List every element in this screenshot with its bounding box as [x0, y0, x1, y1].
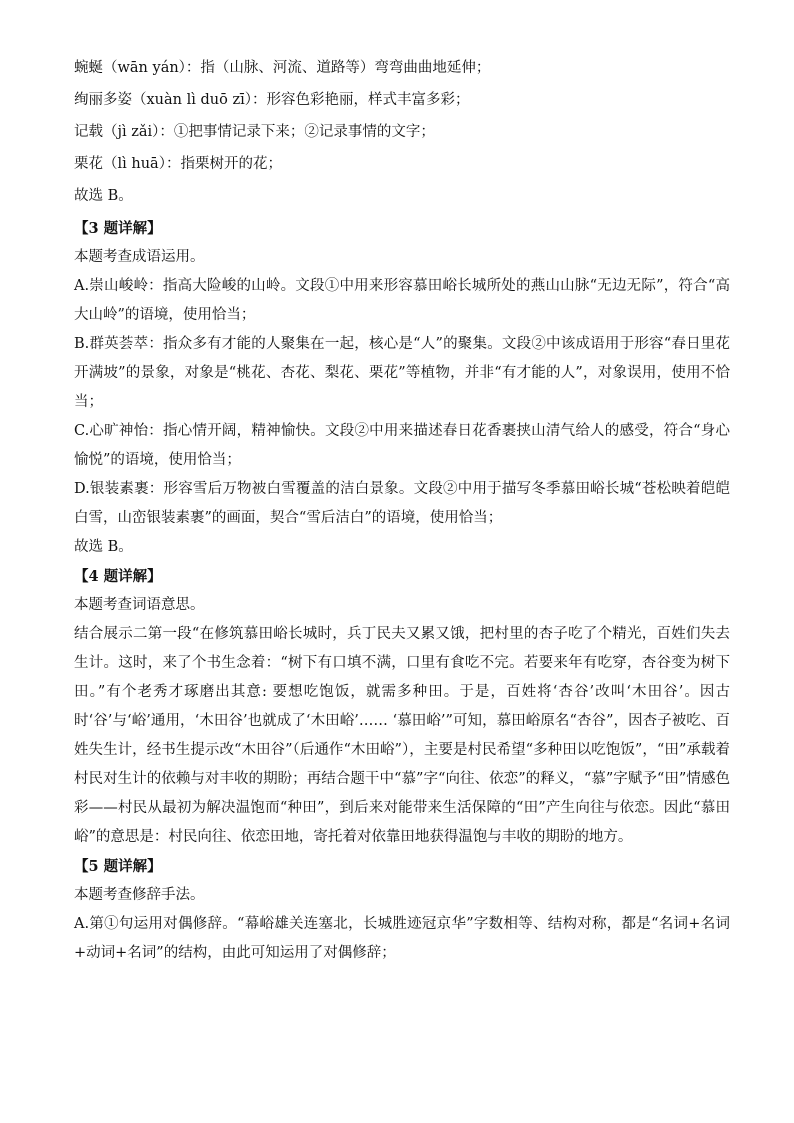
q3-option-c: C.心旷神怡：指心情开阔，精神愉快。文段②中用来描述春日花香裹挟山清气给人的感受，符合“身心愉悦”的语境，使用恰当； — [74, 423, 730, 468]
q5-section — [74, 852, 730, 968]
glossary-block — [74, 58, 730, 206]
document-page — [74, 58, 730, 968]
q4-intro: 本题考查词语意思。 — [74, 597, 205, 613]
q5-option-a: A.第①句运用对偶修辞。“幕峪雄关连塞北，长城胜迹冠京华”字数相等、结构对称，都是“名词+名词+动词+名词”的结构，由此可知运用了对偶修辞； — [74, 916, 730, 961]
q3-option-d: D.银装素裹：形容雪后万物被白雪覆盖的洁白景象。文段②中用于描写冬季慕田峪长城“苍松映着皑皑白雪，山峦银装素裹”的画面，契合“雪后洁白”的语境，使用恰当； — [74, 481, 730, 526]
glossary-answer: 故选 B。 — [74, 188, 133, 204]
q3-header: 【3 题详解】 — [74, 220, 162, 237]
q3-intro: 本题考查成语运用。 — [74, 249, 205, 265]
glossary-entry-xuanliduozi: 绚丽多姿（xuàn lì duō zī）：形容色彩艳丽，样式丰富多彩； — [74, 92, 470, 108]
q5-intro: 本题考查修辞手法。 — [74, 887, 205, 903]
q3-section — [74, 214, 730, 562]
q3-answer: 故选 B。 — [74, 539, 133, 555]
q3-option-b: B.群英荟萃：指众多有才能的人聚集在一起，核心是“人”的聚集。文段②中该成语用于形容“春日里花开满坡”的景象，对象是“桃花、杏花、梨花、栗花”等植物，并非“有才能的人”，对象误用，使用不恰当； — [74, 336, 730, 410]
q4-header: 【4 题详解】 — [74, 568, 162, 585]
q4-section — [74, 562, 730, 852]
glossary-entry-lihua: 栗花（lì huā）：指栗树开的花； — [74, 156, 282, 172]
glossary-entry-wanyan: 蜿蜒（wān yán）：指（山脉、河流、道路等）弯弯曲曲地延伸； — [74, 60, 491, 76]
q4-body: 结合展示二第一段“在修筑慕田峪长城时，兵丁民夫又累又饿，把村里的杏子吃了个精光，百姓们失去生计。这时，来了个书生念着：“树下有口填不满，口里有食吃不完。若要来年有吃穿，杏谷变为树下田。”有个老秀才琢磨出其意: 要想吃饱饭，就需多种田。于是，百姓将‘杏谷’改叫‘木田谷’。因古时‘谷’与‘峪’通用，‘木田谷’也就成了‘木田峪’…… ‘慕田峪’”可知，慕田峪原名“杏谷”，因杏子被吃、百姓失生计，经书生提示改“木田谷”（后通作“木田峪”），主要是村民希望“多种田以吃饱饭”，“田”承载着村民对生计的依赖与对丰收的期盼；再结合题干中“慕”字“向往、依恋”的释义，“慕”字赋予“田”情感色彩——村民从最初为解决温饱而“种田”，到后来对能带来生活保障的“田”产生向往与依恋。因此“慕田峪”的意思是：村民向往、依恋田地，寄托着对依靠田地获得温饱与丰收的期盼的地方。 — [74, 626, 730, 845]
q5-header: 【5 题详解】 — [74, 858, 162, 875]
glossary-entry-jizai: 记载（jì zǎi）：①把事情记录下来；②记录事情的文字； — [74, 124, 435, 140]
q3-option-a: A.崇山峻岭：指高大险峻的山岭。文段①中用来形容慕田峪长城所处的燕山山脉“无边无际”，符合“高大山岭”的语境，使用恰当； — [74, 278, 730, 323]
